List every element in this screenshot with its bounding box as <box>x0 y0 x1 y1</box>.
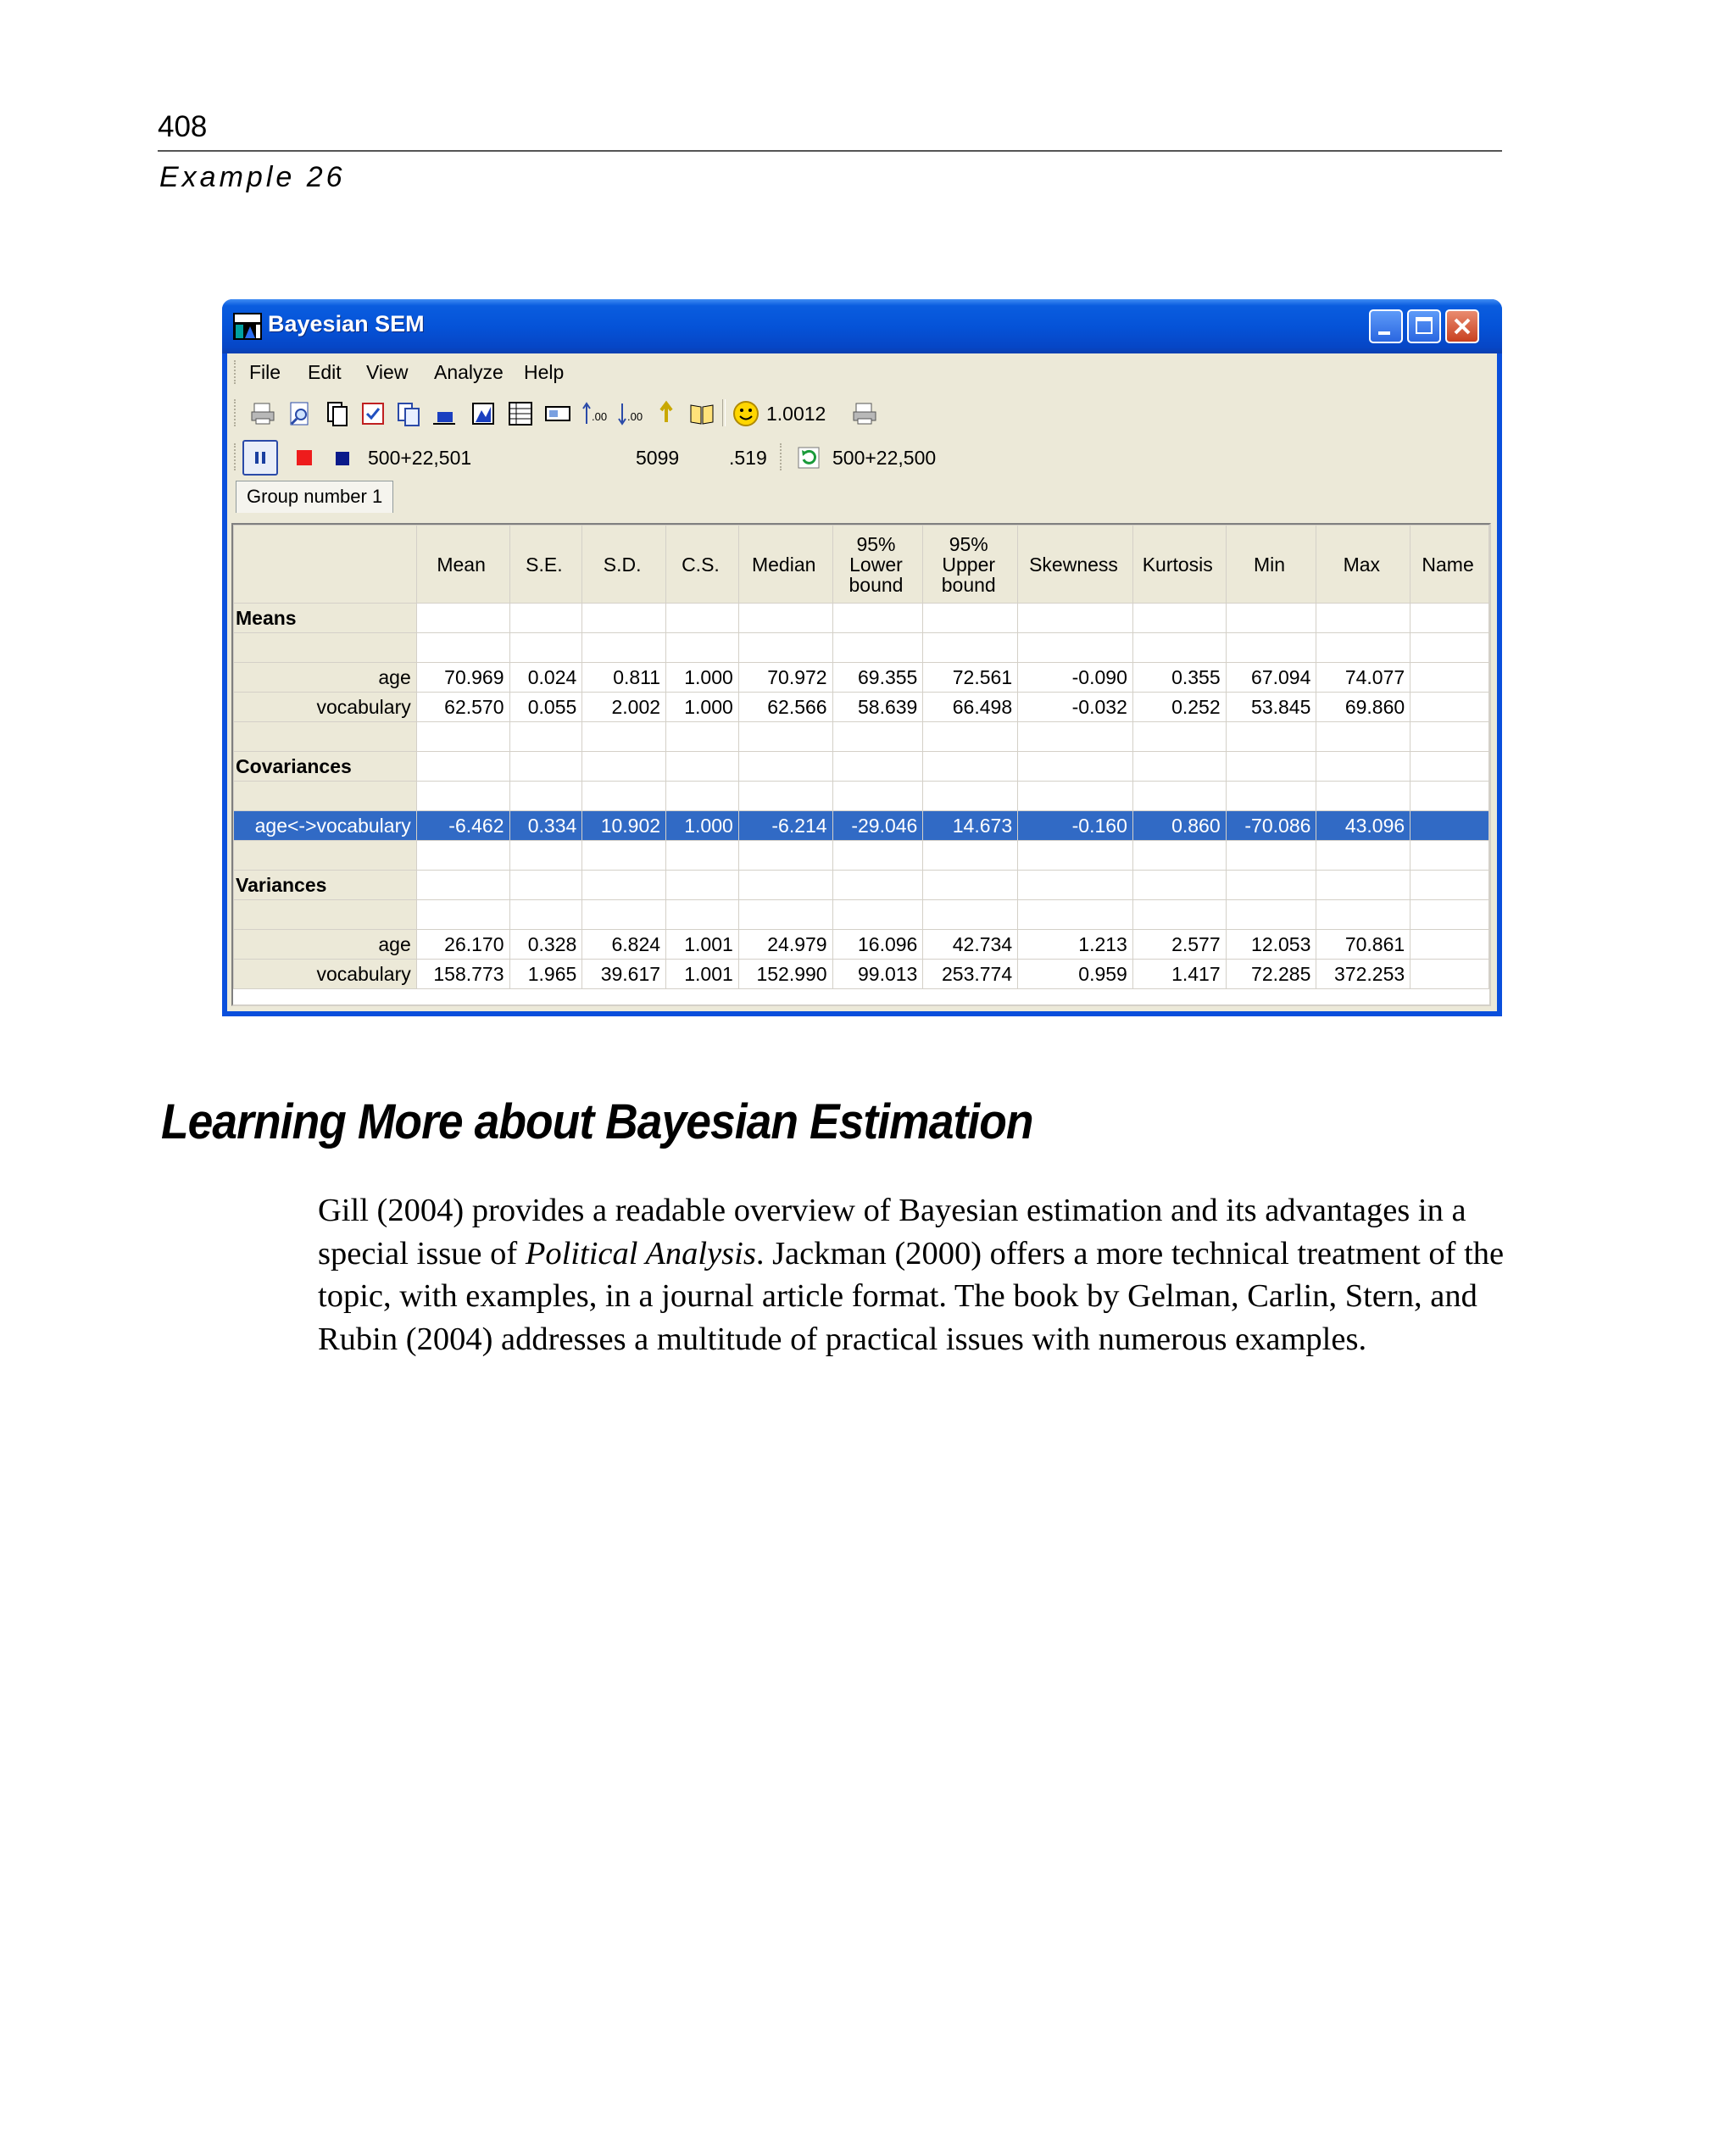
table-cell[interactable]: -70.086 <box>1226 811 1316 841</box>
header-rule <box>158 150 1502 152</box>
table-row[interactable] <box>234 782 1489 811</box>
table-cell[interactable]: 99.013 <box>832 960 923 989</box>
group-tabs <box>227 481 1497 511</box>
table-cell[interactable] <box>832 900 923 930</box>
table-cell[interactable]: 26.170 <box>416 930 509 960</box>
table-cell[interactable]: 62.570 <box>416 693 509 722</box>
table-cell[interactable] <box>923 604 1018 633</box>
table-cell[interactable]: 2.577 <box>1132 930 1226 960</box>
table-row[interactable] <box>234 841 1489 871</box>
toolbar-grip[interactable] <box>234 399 238 426</box>
table-cell[interactable]: 0.252 <box>1132 693 1226 722</box>
convergence-statistic: 1.0012 <box>766 403 826 425</box>
table-cell[interactable] <box>1316 722 1410 752</box>
table-cell[interactable]: 67.094 <box>1226 663 1316 693</box>
table-cell[interactable]: 0.355 <box>1132 663 1226 693</box>
print-options-icon[interactable] <box>851 400 878 427</box>
table-cell[interactable] <box>1226 633 1316 663</box>
table-cell[interactable]: -0.160 <box>1018 811 1133 841</box>
copy-document-icon[interactable] <box>324 400 351 427</box>
refresh-icon[interactable] <box>795 444 822 471</box>
table-cell[interactable]: 0.055 <box>509 693 582 722</box>
paragraph-text-2: . Jackman (2000) offers a more technical treatment of the topic, with examples, in a journal article format. The book by Gelman, Carlin, Stern, and Rubin (2004) addresses a multitude of practical issues with numerous examples. <box>318 1235 1505 1357</box>
table-cell[interactable] <box>582 604 666 633</box>
thin-count: 5099 <box>636 447 680 469</box>
row-label[interactable] <box>234 841 417 871</box>
table-cell[interactable] <box>1226 900 1316 930</box>
row-label[interactable]: vocabulary <box>234 960 417 989</box>
table-cell[interactable]: 72.561 <box>923 663 1018 693</box>
table-cell[interactable]: -6.214 <box>738 811 832 841</box>
table-cell[interactable] <box>1410 782 1489 811</box>
table-cell[interactable] <box>582 722 666 752</box>
svg-text:.00: .00 <box>592 410 608 423</box>
table-icon[interactable] <box>507 400 534 427</box>
table-cell[interactable] <box>582 841 666 871</box>
table-cell[interactable]: -0.032 <box>1018 693 1133 722</box>
table-cell[interactable] <box>1410 693 1489 722</box>
table-cell[interactable] <box>1018 782 1133 811</box>
table-cell[interactable] <box>1316 841 1410 871</box>
table-cell[interactable] <box>1018 752 1133 782</box>
sample-count: 500+22,501 <box>368 447 472 469</box>
table-cell[interactable] <box>416 900 509 930</box>
table-cell[interactable]: 39.617 <box>582 960 666 989</box>
column-header[interactable]: C.S. <box>666 526 739 604</box>
table-cell[interactable] <box>416 722 509 752</box>
up-arrow-icon[interactable] <box>653 400 680 427</box>
row-label[interactable] <box>234 900 417 930</box>
table-cell[interactable] <box>666 633 739 663</box>
table-cell[interactable] <box>923 900 1018 930</box>
acceptance-rate: .519 <box>729 447 767 469</box>
table-cell[interactable] <box>509 782 582 811</box>
table-cell[interactable] <box>738 900 832 930</box>
table-body <box>234 604 1489 989</box>
table-cell[interactable] <box>582 871 666 900</box>
table-cell[interactable] <box>832 722 923 752</box>
table-cell[interactable] <box>666 871 739 900</box>
table-cell[interactable] <box>1132 722 1226 752</box>
table-cell[interactable] <box>509 871 582 900</box>
menubar-grip[interactable] <box>234 360 238 384</box>
column-header[interactable]: Skewness <box>1018 526 1133 604</box>
table-cell[interactable] <box>1132 633 1226 663</box>
table-cell[interactable] <box>1226 752 1316 782</box>
column-header[interactable]: Kurtosis <box>1132 526 1226 604</box>
options-icon[interactable] <box>359 400 387 427</box>
window-client <box>227 353 1497 1011</box>
table-cell[interactable] <box>416 841 509 871</box>
table-cell[interactable] <box>666 604 739 633</box>
table-cell[interactable] <box>666 841 739 871</box>
table-cell[interactable] <box>509 633 582 663</box>
row-label[interactable]: age<->vocabulary <box>234 811 417 841</box>
table-cell[interactable]: -6.462 <box>416 811 509 841</box>
maximize-icon <box>1416 317 1433 334</box>
table-cell[interactable] <box>582 752 666 782</box>
table-cell[interactable]: 158.773 <box>416 960 509 989</box>
table-cell[interactable] <box>1018 633 1133 663</box>
table-cell[interactable]: 58.639 <box>832 693 923 722</box>
table-cell[interactable] <box>666 722 739 752</box>
section-label[interactable]: Variances <box>234 871 417 900</box>
smiley-icon[interactable] <box>732 400 760 427</box>
running-head: Example 26 <box>159 161 346 193</box>
minimize-button[interactable] <box>1369 309 1403 343</box>
table-cell[interactable] <box>923 752 1018 782</box>
status-square-icon <box>336 452 349 465</box>
table-cell[interactable]: 42.734 <box>923 930 1018 960</box>
table-cell[interactable]: 372.253 <box>1316 960 1410 989</box>
table-cell[interactable]: -29.046 <box>832 811 923 841</box>
table-cell[interactable] <box>416 871 509 900</box>
table-cell[interactable] <box>509 900 582 930</box>
table-cell[interactable] <box>1132 604 1226 633</box>
table-cell[interactable] <box>509 752 582 782</box>
results-table <box>233 525 1489 989</box>
table-cell[interactable]: 2.002 <box>582 693 666 722</box>
table-cell[interactable]: 1.000 <box>666 811 739 841</box>
table-cell[interactable]: 0.334 <box>509 811 582 841</box>
row-label[interactable]: age <box>234 930 417 960</box>
row-label[interactable] <box>234 633 417 663</box>
table-cell[interactable] <box>1132 871 1226 900</box>
table-cell[interactable] <box>1132 841 1226 871</box>
maximize-button[interactable] <box>1407 309 1441 343</box>
table-cell[interactable] <box>832 782 923 811</box>
table-cell[interactable] <box>416 782 509 811</box>
table-cell[interactable] <box>923 722 1018 752</box>
menu-view[interactable]: View <box>366 361 409 383</box>
pause-button[interactable] <box>242 440 278 476</box>
corner-header[interactable] <box>234 526 417 604</box>
pause-icon <box>244 442 276 474</box>
table-cell[interactable] <box>1316 752 1410 782</box>
table-cell[interactable]: 70.861 <box>1316 930 1410 960</box>
table-row[interactable] <box>234 871 1489 900</box>
table-cell[interactable] <box>1410 871 1489 900</box>
table-cell[interactable] <box>738 871 832 900</box>
table-cell[interactable]: 1.001 <box>666 930 739 960</box>
app-icon <box>233 313 262 340</box>
table-cell[interactable]: 1.000 <box>666 693 739 722</box>
table-cell[interactable] <box>832 633 923 663</box>
table-cell[interactable] <box>1410 663 1489 693</box>
results-grid[interactable] <box>231 523 1491 1006</box>
column-header[interactable]: Name <box>1410 526 1489 604</box>
table-cell[interactable] <box>923 871 1018 900</box>
table-cell[interactable] <box>1410 811 1489 841</box>
menu-help[interactable]: Help <box>524 361 565 383</box>
table-cell[interactable] <box>923 782 1018 811</box>
table-cell[interactable]: 152.990 <box>738 960 832 989</box>
table-cell[interactable] <box>832 604 923 633</box>
column-header[interactable]: S.D. <box>582 526 666 604</box>
table-cell[interactable] <box>738 604 832 633</box>
section-label[interactable]: Means <box>234 604 417 633</box>
table-cell[interactable]: 10.902 <box>582 811 666 841</box>
table-cell[interactable]: 12.053 <box>1226 930 1316 960</box>
header-row <box>234 526 1489 604</box>
table-cell[interactable] <box>923 633 1018 663</box>
table-cell[interactable]: 0.860 <box>1132 811 1226 841</box>
table-cell[interactable] <box>1226 782 1316 811</box>
window-title: Bayesian SEM <box>268 311 425 337</box>
table-cell[interactable] <box>923 841 1018 871</box>
table-cell[interactable] <box>738 782 832 811</box>
table-row[interactable] <box>234 752 1489 782</box>
fit-icon[interactable] <box>544 400 571 427</box>
menu-file[interactable]: File <box>249 361 281 383</box>
table-cell[interactable] <box>1132 752 1226 782</box>
increase-decimals-icon[interactable] <box>581 400 609 427</box>
table-cell[interactable]: 43.096 <box>1316 811 1410 841</box>
bayesian-sem-window <box>222 299 1502 1016</box>
table-row[interactable] <box>234 633 1489 663</box>
table-cell[interactable] <box>666 782 739 811</box>
body-paragraph <box>318 1189 1505 1360</box>
table-cell[interactable] <box>1410 604 1489 633</box>
table-row[interactable] <box>234 900 1489 930</box>
tab-group-number-1[interactable]: Group number 1 <box>236 481 393 513</box>
table-cell[interactable]: 1.213 <box>1018 930 1133 960</box>
table-cell[interactable] <box>509 841 582 871</box>
table-cell[interactable] <box>1226 841 1316 871</box>
table-row[interactable] <box>234 663 1489 693</box>
table-cell[interactable]: 14.673 <box>923 811 1018 841</box>
table-cell[interactable] <box>738 633 832 663</box>
paragraph <box>318 1189 1505 1360</box>
table-cell[interactable]: 0.328 <box>509 930 582 960</box>
table-cell[interactable]: 0.959 <box>1018 960 1133 989</box>
table-cell[interactable] <box>509 722 582 752</box>
print-icon[interactable] <box>249 400 276 427</box>
menu-bar <box>227 353 1497 391</box>
table-cell[interactable] <box>416 633 509 663</box>
table-cell[interactable]: 70.972 <box>738 663 832 693</box>
copy-icon[interactable] <box>395 400 422 427</box>
close-button[interactable] <box>1445 309 1479 343</box>
table-cell[interactable] <box>666 752 739 782</box>
table-cell[interactable] <box>1018 900 1133 930</box>
chart-icon[interactable] <box>470 400 497 427</box>
column-header[interactable]: Median <box>738 526 832 604</box>
stop-icon[interactable] <box>297 450 312 465</box>
column-header[interactable]: Min <box>1226 526 1316 604</box>
toolbar-separator <box>722 399 726 426</box>
table-row[interactable] <box>234 930 1489 960</box>
table-cell[interactable]: 6.824 <box>582 930 666 960</box>
table-cell[interactable]: 1.417 <box>1132 960 1226 989</box>
table-row[interactable] <box>234 604 1489 633</box>
row-label[interactable] <box>234 722 417 752</box>
table-row[interactable] <box>234 960 1489 989</box>
table-cell[interactable] <box>1132 900 1226 930</box>
status-grip[interactable] <box>780 443 784 470</box>
table-cell[interactable] <box>582 782 666 811</box>
table-cell[interactable] <box>416 604 509 633</box>
table-cell[interactable] <box>1132 782 1226 811</box>
table-cell[interactable] <box>1410 841 1489 871</box>
table-cell[interactable]: 1.001 <box>666 960 739 989</box>
column-header[interactable]: 95% Lower bound <box>832 526 923 604</box>
section-label[interactable]: Covariances <box>234 752 417 782</box>
table-cell[interactable]: 16.096 <box>832 930 923 960</box>
table-cell[interactable] <box>509 604 582 633</box>
table-cell[interactable] <box>738 722 832 752</box>
row-label[interactable]: age <box>234 663 417 693</box>
table-cell[interactable]: 253.774 <box>923 960 1018 989</box>
sampling-toolbar-grip[interactable] <box>234 443 238 470</box>
table-cell[interactable] <box>1316 633 1410 663</box>
paragraph-text-1: Gill (2004) provides a readable overview of Bayesian estimation and its advantages in a special issue of <box>318 1193 1466 1271</box>
table-row[interactable] <box>234 693 1489 722</box>
table-cell[interactable] <box>1410 752 1489 782</box>
table-cell[interactable] <box>1410 633 1489 663</box>
table-cell[interactable] <box>582 900 666 930</box>
table-cell[interactable] <box>1226 604 1316 633</box>
table-cell[interactable]: 24.979 <box>738 930 832 960</box>
table-cell[interactable] <box>1018 841 1133 871</box>
journal-title: Political Analysis <box>525 1235 756 1271</box>
section-heading: Learning More about Bayesian Estimation <box>161 1094 1033 1149</box>
table-cell[interactable] <box>416 752 509 782</box>
table-cell[interactable]: 72.285 <box>1226 960 1316 989</box>
table-cell[interactable] <box>738 841 832 871</box>
table-row[interactable] <box>234 811 1489 841</box>
table-cell[interactable]: -0.090 <box>1018 663 1133 693</box>
table-cell[interactable]: 66.498 <box>923 693 1018 722</box>
posterior-icon[interactable] <box>431 400 458 427</box>
table-cell[interactable]: 69.860 <box>1316 693 1410 722</box>
table-cell[interactable]: 0.024 <box>509 663 582 693</box>
main-toolbar <box>227 391 1497 435</box>
column-header[interactable]: Max <box>1316 526 1410 604</box>
table-cell[interactable]: 74.077 <box>1316 663 1410 693</box>
table-cell[interactable] <box>832 752 923 782</box>
table-cell[interactable]: 1.965 <box>509 960 582 989</box>
menu-edit[interactable]: Edit <box>308 361 342 383</box>
table-cell[interactable] <box>1316 900 1410 930</box>
table-cell[interactable]: 0.811 <box>582 663 666 693</box>
table-cell[interactable] <box>738 752 832 782</box>
table-cell[interactable]: 62.566 <box>738 693 832 722</box>
svg-text:.00: .00 <box>627 410 643 423</box>
table-cell[interactable] <box>1316 604 1410 633</box>
title-bar[interactable] <box>222 299 1502 353</box>
print-preview-icon[interactable] <box>287 400 314 427</box>
close-icon <box>1447 311 1477 342</box>
sampling-toolbar <box>227 435 1497 479</box>
table-cell[interactable] <box>1316 871 1410 900</box>
menu-analyze[interactable]: Analyze <box>434 361 504 383</box>
row-label[interactable]: vocabulary <box>234 693 417 722</box>
table-cell[interactable] <box>1410 722 1489 752</box>
retained-samples: 500+22,500 <box>832 447 937 469</box>
decrease-decimals-icon[interactable] <box>617 400 644 427</box>
minimize-icon <box>1378 331 1390 335</box>
table-cell[interactable] <box>1018 604 1133 633</box>
page-number: 408 <box>158 110 208 143</box>
column-header[interactable]: S.E. <box>509 526 582 604</box>
column-header[interactable]: Mean <box>416 526 509 604</box>
table-cell[interactable]: 70.969 <box>416 663 509 693</box>
table-cell[interactable] <box>1316 782 1410 811</box>
table-cell[interactable] <box>832 841 923 871</box>
table-cell[interactable]: 53.845 <box>1226 693 1316 722</box>
table-row[interactable] <box>234 722 1489 752</box>
table-cell[interactable] <box>1410 930 1489 960</box>
table-cell[interactable] <box>1410 900 1489 930</box>
row-label[interactable] <box>234 782 417 811</box>
column-header[interactable]: 95% Upper bound <box>923 526 1018 604</box>
table-cell[interactable]: 1.000 <box>666 663 739 693</box>
table-cell[interactable] <box>666 900 739 930</box>
table-cell[interactable] <box>1410 960 1489 989</box>
table-cell[interactable] <box>1018 871 1133 900</box>
table-cell[interactable] <box>832 871 923 900</box>
table-cell[interactable] <box>1226 722 1316 752</box>
help-book-icon[interactable] <box>688 400 715 427</box>
table-cell[interactable] <box>1226 871 1316 900</box>
table-cell[interactable] <box>582 633 666 663</box>
table-cell[interactable] <box>1018 722 1133 752</box>
table-cell[interactable]: 69.355 <box>832 663 923 693</box>
